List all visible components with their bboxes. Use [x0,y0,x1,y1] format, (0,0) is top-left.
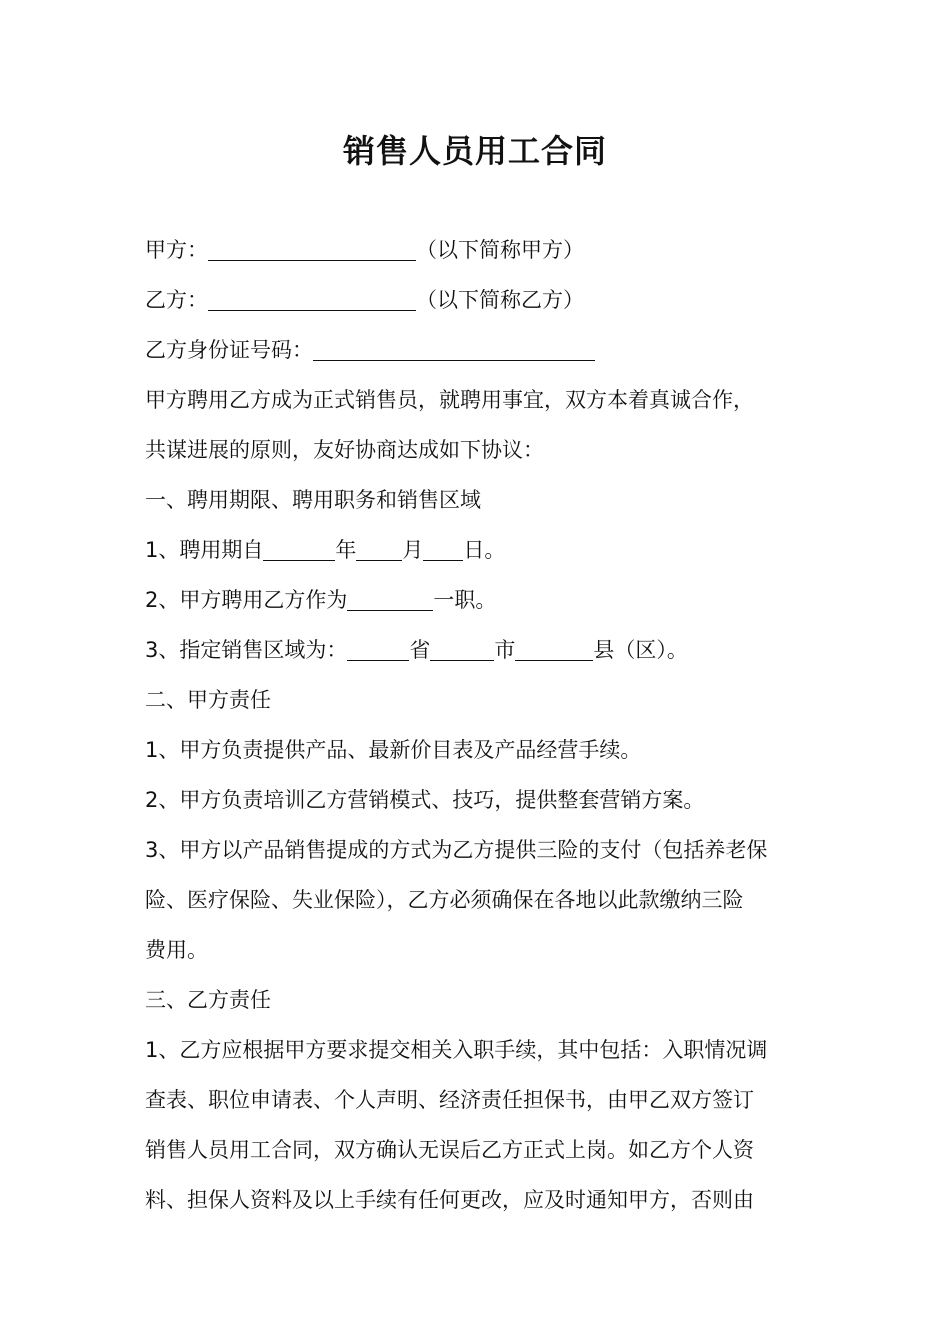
document-title: 销售人员用工合同 [342,132,607,170]
month-blank[interactable] [356,536,402,561]
party-b-label: 乙方： [145,288,208,312]
party-b-id-blank[interactable] [313,336,595,361]
city-label: 市 [494,638,516,662]
party-a-line [145,225,810,275]
intro-line: 共谋进展的原则，友好协商达成如下协议： [145,438,544,462]
city-blank[interactable] [430,636,494,661]
paragraph-line: 费用。 [145,938,208,962]
year-label: 年 [335,538,357,562]
term-line [145,525,810,575]
paragraph-line: 险、医疗保险、失业保险），乙方必须确保在各地以此款缴纳三险 [145,888,744,912]
party-a-blank[interactable] [208,236,416,261]
position-line [145,575,810,625]
county-blank[interactable] [515,636,593,661]
day-label: 日。 [463,538,506,562]
paragraph-line: 2、甲方负责培训乙方营销模式、技巧，提供整套营销方案。 [145,788,705,812]
paragraph-line: 3、甲方以产品销售提成的方式为乙方提供三险的支付（包括养老保 [145,838,768,862]
party-b-id-label: 乙方身份证号码： [145,338,313,362]
paragraph-line: 料、担保人资料及以上手续有任何更改，应及时通知甲方，否则由 [145,1188,754,1212]
party-b-blank[interactable] [208,286,416,311]
party-b-line [145,275,810,325]
day-blank[interactable] [423,536,463,561]
document-body [145,225,810,1225]
year-blank[interactable] [263,536,335,561]
section-heading: 三、乙方责任 [145,988,271,1012]
position-prefix: 2、甲方聘用乙方作为 [145,588,348,612]
party-b-id-line [145,325,810,375]
paragraph-line: 1、甲方负责提供产品、最新价目表及产品经营手续。 [145,738,642,762]
province-blank[interactable] [347,636,409,661]
county-label: 县（区）。 [593,638,688,662]
position-suffix: 一职。 [433,588,497,612]
paragraph-line: 销售人员用工合同，双方确认无误后乙方正式上岗。如乙方个人资 [145,1138,754,1162]
province-label: 省 [409,638,431,662]
paragraph-line: 1、乙方应根据甲方要求提交相关入职手续，其中包括：入职情况调 [145,1038,768,1062]
region-line [145,625,810,675]
party-b-suffix: （以下简称乙方） [416,288,584,312]
section-heading: 一、聘用期限、聘用职务和销售区域 [145,488,481,512]
region-prefix: 3、指定销售区域为： [145,638,348,662]
month-label: 月 [402,538,424,562]
section-heading: 二、甲方责任 [145,688,271,712]
term-prefix: 1、聘用期自 [145,538,264,562]
party-a-label: 甲方： [145,238,208,262]
position-blank[interactable] [347,586,433,611]
paragraph-line: 查表、职位申请表、个人声明、经济责任担保书，由甲乙双方签订 [145,1088,754,1112]
intro-line: 甲方聘用乙方成为正式销售员，就聘用事宜，双方本着真诚合作， [145,388,754,412]
party-a-suffix: （以下简称甲方） [416,238,584,262]
